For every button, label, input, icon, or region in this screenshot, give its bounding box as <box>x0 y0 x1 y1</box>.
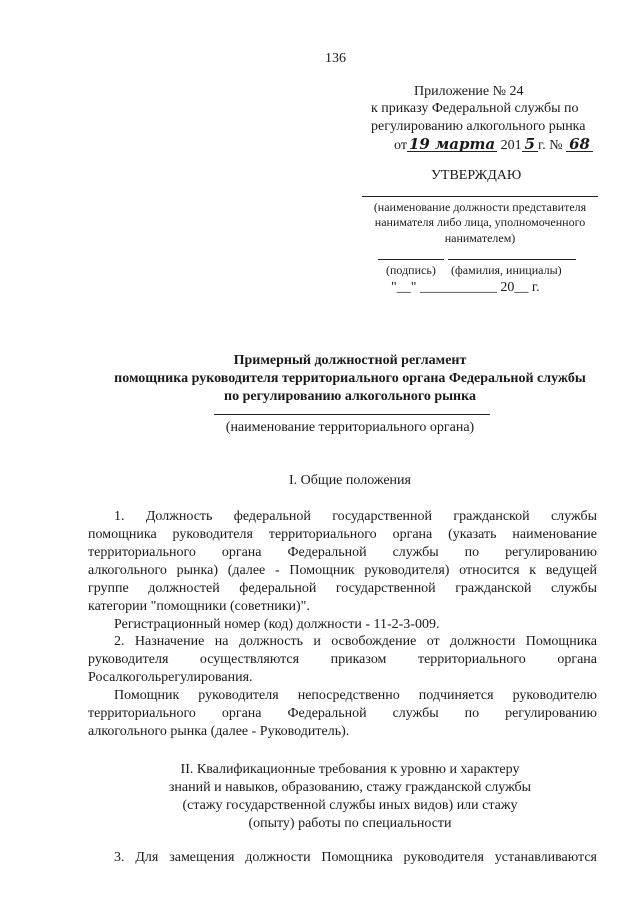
approval-title: УТВЕРЖДАЮ <box>431 168 522 183</box>
p2-line-2: руководителя осуществляются приказом территориального органа <box>88 652 597 667</box>
territorial-caption: (наименование территориального органа) <box>225 420 475 435</box>
appendix-title: Приложение № 24 <box>414 84 524 99</box>
p2-line-1: 2. Назначение на должность и освобождение от должности Помощника <box>114 634 597 649</box>
p1-line-4: алкогольного рынка) (далее - Помощник руководителя) относится к ведущей <box>88 563 597 578</box>
appendix-agency-line: регулированию алкогольного рынка <box>371 119 586 134</box>
handwritten-year: 5 <box>522 137 538 152</box>
position-caption-3: нанимателем) <box>444 231 516 245</box>
doc-title-line-2: помощника руководителя территориального органа Федеральной службы <box>114 371 586 386</box>
p1-line-5: группе должностей федеральной государственной гражданской службы <box>88 581 597 596</box>
approval-date-line: "__" ___________ 20__ г. <box>391 280 540 295</box>
territorial-line <box>214 414 490 415</box>
year-suffix: г. № <box>538 138 563 153</box>
doc-title-line-3: по регулированию алкогольного рынка <box>224 389 476 404</box>
p3-line-1: Помощник руководителя непосредственно подчиняется руководителю <box>114 688 597 703</box>
date-prefix: от <box>394 138 407 153</box>
p3-line-2: территориального органа Федеральной службы по регулированию <box>88 706 597 721</box>
handwritten-order-number: 68 <box>566 137 593 152</box>
handwritten-date: 19 марта <box>408 135 496 153</box>
position-caption-2: нанимателя либо лица, уполномоченного <box>374 215 586 229</box>
name-line <box>448 259 576 260</box>
signature-caption: (подпись) <box>386 263 436 277</box>
p1-line-1: 1. Должность федеральной государственной гражданской службы <box>114 509 597 524</box>
page-number: 136 <box>325 51 346 66</box>
appendix-order-line: к приказу Федеральной службы по <box>371 101 579 116</box>
section-2-heading-line-4: (опыту) работы по специальности <box>248 816 452 831</box>
section-2-heading-line-2: знаний и навыков, образованию, стажу гражданской службы <box>168 780 532 795</box>
position-line <box>362 196 598 197</box>
section-2-heading-line-3: (стажу государственной службы иных видов) или стажу <box>182 798 518 813</box>
appendix-date-line <box>394 137 593 154</box>
section-1-heading: I. Общие положения <box>289 473 411 488</box>
registration-number: Регистрационный номер (код) должности - 11-2-3-009. <box>114 617 440 632</box>
year-prefix: 201 <box>500 138 522 153</box>
doc-title-line-1: Примерный должностной регламент <box>233 353 467 368</box>
p1-line-3: территориального органа Федеральной службы по регулированию <box>88 545 597 560</box>
p1-line-2: помощника руководителя территориального органа (указать наименование <box>88 527 597 542</box>
name-caption: (фамилия, инициалы) <box>451 263 562 277</box>
section-2-heading-line-1: II. Квалификационные требования к уровню и характеру <box>180 762 520 777</box>
p3-start-line: 3. Для замещения должности Помощника руководителя устанавливаются <box>114 850 597 865</box>
p2-line-3: Росалкогольрегулирования. <box>88 670 253 685</box>
p1-line-6: категории "помощники (советники)". <box>88 599 310 614</box>
signature-line <box>378 259 444 260</box>
p3-line-3: алкогольного рынка (далее - Руководитель). <box>88 724 350 739</box>
position-caption-1: (наименование должности представителя <box>373 200 587 214</box>
